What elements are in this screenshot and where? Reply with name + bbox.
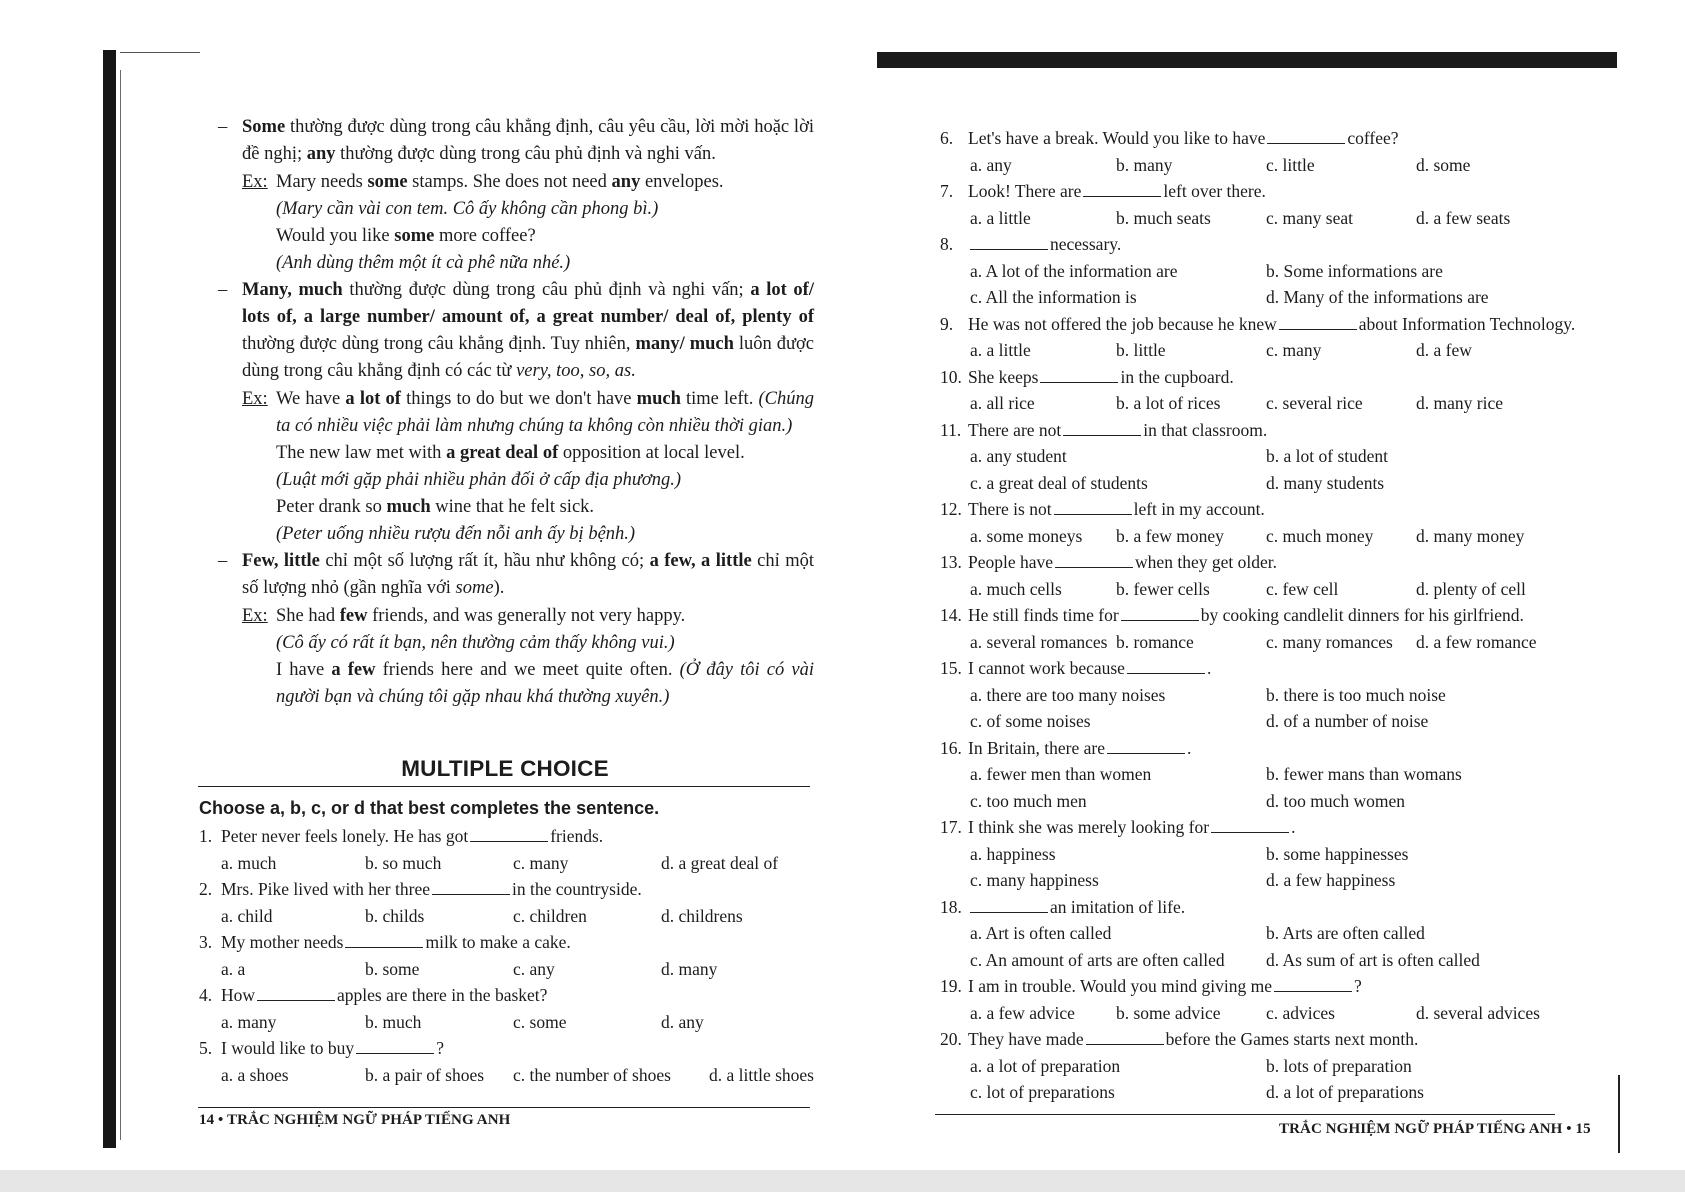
scan-bottom-margin bbox=[0, 1170, 1685, 1192]
option-a[interactable]: a. A lot of the information are bbox=[970, 260, 1178, 281]
page-corner-line bbox=[120, 52, 200, 53]
option-b[interactable]: b. so much bbox=[365, 852, 442, 873]
option-d[interactable]: d. a few seats bbox=[1416, 207, 1511, 228]
option-b[interactable]: b. Some informations are bbox=[1266, 260, 1443, 281]
question-19: 19. I am in trouble. Would you mind giving me ? a. a few advice b. some advice c. advices d. several advices bbox=[946, 973, 1586, 1026]
answer-blank[interactable] bbox=[1054, 500, 1132, 515]
question-1: 1. Peter never feels lonely. He has got friends. a. much b. so much c. many d. a great deal of bbox=[199, 823, 819, 876]
question-2: 2. Mrs. Pike lived with her three in the countryside. a. child b. childs c. children d. childrens bbox=[199, 876, 819, 929]
example-sentence: Mary needs some stamps. She does not need any envelopes. bbox=[276, 172, 724, 192]
answer-blank[interactable] bbox=[1086, 1030, 1164, 1045]
option-b[interactable]: b. a pair of shoes bbox=[365, 1064, 485, 1085]
option-b[interactable]: b. romance bbox=[1116, 631, 1194, 652]
option-a[interactable]: a. there are too many noises bbox=[970, 684, 1166, 705]
example-translation: (Mary cần vài con tem. Cô ấy không cần phong bì.) bbox=[276, 199, 659, 219]
option-a[interactable]: a. fewer men than women bbox=[970, 764, 1152, 784]
option-a[interactable]: a. a little bbox=[970, 207, 1031, 228]
option-a[interactable]: a. a bbox=[221, 958, 246, 979]
option-d[interactable]: d. several advices bbox=[1416, 1002, 1540, 1023]
option-d[interactable]: d. Many of the informations are bbox=[1266, 287, 1489, 307]
option-d[interactable]: d. a few happiness bbox=[1266, 870, 1396, 890]
example-sentence: We have a lot of things to do but we don't have much time left. (Chúng ta có nhiều việc phải làm nhưng chúng ta không còn nhiều thời gian.) bbox=[276, 389, 814, 436]
question-13: 13. People have when they get older. a. much cells b. fewer cells c. few cell d. plenty of cell bbox=[946, 549, 1586, 602]
option-a[interactable]: a. any student bbox=[970, 446, 1067, 466]
option-a[interactable]: a. a shoes bbox=[221, 1064, 289, 1085]
option-d[interactable]: d. childrens bbox=[661, 905, 743, 926]
option-d[interactable]: d. a little shoes bbox=[709, 1064, 814, 1085]
question-11: 11. There are not in that classroom. a. any student b. a lot of student c. a great deal of students d. many students bbox=[946, 417, 1586, 497]
question-8: 8. necessary. a. A lot of the information are b. Some informations are c. All the information is d. Many of the informations are bbox=[946, 231, 1586, 311]
question-5: 5. I would like to buy ? a. a shoes b. a pair of shoes c. the number of shoes d. a little shoes bbox=[199, 1035, 819, 1088]
option-a[interactable]: a. a lot of preparation bbox=[970, 1055, 1121, 1076]
question-14: 14. He still finds time for by cooking candlelit dinners for his girlfriend. a. several romances b. romance c. many romances d. a few romance bbox=[946, 602, 1586, 655]
option-c[interactable]: c. of some noises bbox=[970, 711, 1091, 731]
answer-blank[interactable] bbox=[970, 898, 1048, 913]
example-translation: (Ở đây tôi có vài người bạn và chúng tôi gặp nhau khá thường xuyên.) bbox=[276, 660, 815, 707]
option-d[interactable]: d. a great deal of bbox=[661, 852, 779, 873]
answer-blank[interactable] bbox=[1274, 977, 1352, 992]
option-d[interactable]: d. of a number of noise bbox=[1266, 711, 1429, 731]
option-b[interactable]: b. lots of preparation bbox=[1266, 1055, 1412, 1076]
answer-blank[interactable] bbox=[1055, 553, 1133, 568]
option-c[interactable]: c. many romances bbox=[1266, 631, 1393, 652]
answer-blank[interactable] bbox=[970, 235, 1048, 250]
example-sentence: The new law met with a great deal of opposition at local level. bbox=[276, 443, 745, 463]
option-a[interactable]: a. some moneys bbox=[970, 525, 1083, 546]
question-12: 12. There is not left in my account. a. some moneys b. a few money c. much money d. many money bbox=[946, 496, 1586, 549]
option-d[interactable]: d. As sum of art is often called bbox=[1266, 949, 1480, 970]
option-c[interactable]: c. much money bbox=[1266, 525, 1374, 546]
rule-many-much: – Many, much thường được dùng trong câu phủ định và nghi vấn; a lot of/ lots of, a large number/ amount of, a great number/ deal of, plenty of thường được dùng trong câu khẳng định. Tuy nhiên, many/ much luôn được dùng trong câu khẳng định có các từ very, too, so, as. bbox=[218, 280, 814, 381]
option-c[interactable]: c. little bbox=[1266, 154, 1315, 175]
example-translation: (Chúng ta có nhiều việc phải làm nhưng chúng ta không còn nhiều thời gian.) bbox=[276, 389, 814, 436]
questions-left-page bbox=[199, 823, 819, 1088]
page-footer-right: TRẮC NGHIỆM NGỮ PHÁP TIẾNG ANH • 15 bbox=[1279, 1121, 1591, 1137]
example-sentence: Would you like some more coffee? bbox=[276, 226, 536, 246]
option-c[interactable]: c. lot of preparations bbox=[970, 1082, 1115, 1102]
option-c[interactable]: c. All the information is bbox=[970, 287, 1137, 307]
footer-rule bbox=[935, 1114, 1555, 1115]
option-d[interactable]: d. many students bbox=[1266, 472, 1385, 493]
option-d[interactable]: d. a few romance bbox=[1416, 631, 1537, 652]
question-9: 9. He was not offered the job because he knew about Information Technology. a. a little b. little c. many d. a few bbox=[946, 311, 1586, 364]
right-page-top-bar bbox=[877, 52, 1617, 68]
answer-blank[interactable] bbox=[1063, 421, 1141, 436]
option-c[interactable]: c. advices bbox=[1266, 1002, 1335, 1023]
option-a[interactable]: a. all rice bbox=[970, 393, 1035, 413]
right-page-edge-line bbox=[1618, 1075, 1620, 1153]
question-17: 17. I think she was merely looking for . a. happiness b. some happinesses c. many happiness d. a few happiness bbox=[946, 814, 1586, 894]
question-7: 7. Look! There are left over there. a. a little b. much seats c. many seat d. a few seats bbox=[946, 178, 1586, 231]
question-18: 18. an imitation of life. a. Art is often called b. Arts are often called c. An amount of arts are often called d. As sum of art is often called bbox=[946, 894, 1586, 974]
questions-right-page bbox=[940, 125, 1586, 1106]
option-d[interactable]: d. many rice bbox=[1416, 393, 1503, 413]
option-d[interactable]: d. a few bbox=[1416, 340, 1472, 360]
answer-blank[interactable] bbox=[1107, 739, 1185, 754]
answer-blank[interactable] bbox=[1040, 368, 1118, 383]
option-d[interactable]: d. some bbox=[1416, 154, 1471, 175]
book-spine-shadow bbox=[103, 50, 116, 1148]
question-15: 15. I cannot work because . a. there are too many noises b. there is too much noise c. of some noises d. of a number of noise bbox=[946, 655, 1586, 735]
example-translation: (Anh dùng thêm một ít cà phê nữa nhé.) bbox=[276, 253, 571, 273]
answer-blank[interactable] bbox=[470, 827, 548, 842]
option-a[interactable]: a. several romances bbox=[970, 631, 1108, 652]
answer-blank[interactable] bbox=[1211, 818, 1289, 833]
option-b[interactable]: b. some bbox=[365, 958, 420, 979]
option-b[interactable]: b. fewer cells bbox=[1116, 578, 1210, 599]
answer-blank[interactable] bbox=[257, 986, 335, 1001]
option-b[interactable]: b. Arts are often called bbox=[1266, 923, 1425, 943]
answer-blank[interactable] bbox=[432, 880, 510, 895]
option-d[interactable]: d. a lot of preparations bbox=[1266, 1082, 1424, 1102]
option-c[interactable]: c. many seat bbox=[1266, 207, 1353, 228]
spine-edge-line bbox=[120, 70, 121, 1140]
question-10: 10. She keeps in the cupboard. a. all rice b. a lot of rices c. several rice d. many rice bbox=[946, 364, 1586, 417]
option-b[interactable]: b. some happinesses bbox=[1266, 843, 1409, 864]
option-a[interactable]: a. many bbox=[221, 1011, 277, 1032]
answer-blank[interactable] bbox=[1127, 659, 1205, 674]
option-c[interactable]: c. several rice bbox=[1266, 393, 1363, 413]
question-4: 4. How apples are there in the basket? a. many b. much c. some d. any bbox=[199, 982, 819, 1035]
answer-blank[interactable] bbox=[356, 1039, 434, 1054]
exercise-instruction: Choose a, b, c, or d that best completes the sentence. bbox=[199, 798, 660, 818]
example-many-much: Ex: We have a lot of things to do but we don't have much time left. (Chúng ta có nhiều việc phải làm nhưng chúng ta không còn nhiều thời gian.) The new law met with a great deal of opposition at local level. (Luật mới gặp phải nhiều phản đối ở cấp địa phương.) Peter drank so much wine that he felt sick. (Peter uống nhiều rượu đến nỗi anh ấy bị bệnh.) bbox=[242, 386, 814, 548]
option-c[interactable]: c. few cell bbox=[1266, 578, 1339, 599]
example-sentence: She had few friends, and was generally not very happy. bbox=[276, 606, 686, 626]
option-b[interactable]: b. a lot of rices bbox=[1116, 393, 1221, 413]
option-a[interactable]: a. Art is often called bbox=[970, 923, 1112, 943]
option-a[interactable]: a. a little bbox=[970, 340, 1031, 360]
option-a[interactable]: a. child bbox=[221, 905, 273, 926]
option-c[interactable]: c. children bbox=[513, 905, 587, 926]
question-3: 3. My mother needs milk to make a cake. a. a b. some c. any d. many bbox=[199, 929, 819, 982]
footer-rule bbox=[198, 1107, 810, 1108]
option-d[interactable]: d. many bbox=[661, 958, 718, 979]
example-translation: (Cô ấy có rất ít bạn, nên thường cảm thấy không vui.) bbox=[276, 633, 675, 653]
option-c[interactable]: c. many happiness bbox=[970, 870, 1099, 890]
option-b[interactable]: b. much bbox=[365, 1011, 422, 1032]
option-b[interactable]: b. a few money bbox=[1116, 525, 1224, 546]
option-c[interactable]: c. some bbox=[513, 1011, 567, 1032]
option-c[interactable]: c. An amount of arts are often called bbox=[970, 949, 1225, 970]
example-some-any: Ex: Mary needs some stamps. She does not need any envelopes. (Mary cần vài con tem. Cô ấy không cần phong bì.) Would you like some more coffee? (Anh dùng thêm một ít cà phê nữa nhé.) bbox=[242, 169, 814, 277]
rule-few-little: – Few, little chỉ một số lượng rất ít, hầu như không có; a few, a little chỉ một số lượng nhỏ (gần nghĩa với some). bbox=[218, 551, 814, 598]
option-c[interactable]: c. a great deal of students bbox=[970, 472, 1148, 493]
option-a[interactable]: a. any bbox=[970, 154, 1012, 175]
option-b[interactable]: b. some advice bbox=[1116, 1002, 1221, 1023]
option-d[interactable]: d. any bbox=[661, 1011, 704, 1032]
option-b[interactable]: b. much seats bbox=[1116, 207, 1211, 228]
example-sentence: Peter drank so much wine that he felt sick. bbox=[276, 497, 595, 517]
option-c[interactable]: c. many bbox=[513, 852, 569, 873]
option-b[interactable]: b. there is too much noise bbox=[1266, 684, 1446, 705]
option-c[interactable]: c. any bbox=[513, 958, 555, 979]
option-a[interactable]: a. a few advice bbox=[970, 1002, 1075, 1023]
example-few-little: Ex: She had few friends, and was generally not very happy. (Cô ấy có rất ít bạn, nên thường cảm thấy không vui.) I have a few friends here and we meet quite often. (Ở đây tôi có vài người bạn và chúng tôi gặp nhau khá thường xuyên.) bbox=[242, 603, 814, 711]
question-20: 20. They have made before the Games starts next month. a. a lot of preparation b. lots of preparation c. lot of preparations d. a lot of preparations bbox=[946, 1026, 1586, 1106]
option-b[interactable]: b. many bbox=[1116, 154, 1173, 175]
question-16: 16. In Britain, there are . a. fewer men than women b. fewer mans than womans c. too much men d. too much women bbox=[946, 735, 1586, 815]
grammar-notes bbox=[214, 114, 814, 711]
option-d[interactable]: d. too much women bbox=[1266, 790, 1406, 811]
answer-blank[interactable] bbox=[345, 933, 423, 948]
rule-some-any: – Some thường được dùng trong câu khẳng định, câu yêu cầu, lời mời hoặc lời đề nghị; any thường được dùng trong câu phủ định và nghi vấn. bbox=[218, 117, 814, 164]
answer-blank[interactable] bbox=[1121, 606, 1199, 621]
example-translation: (Luật mới gặp phải nhiều phản đối ở cấp địa phương.) bbox=[276, 470, 682, 490]
answer-blank[interactable] bbox=[1267, 129, 1345, 144]
option-b[interactable]: b. fewer mans than womans bbox=[1266, 764, 1462, 784]
example-sentence: I have a few friends here and we meet quite often. (Ở đây tôi có vài người bạn và chúng tôi gặp nhau khá thường xuyên.) bbox=[276, 660, 815, 707]
answer-blank[interactable] bbox=[1279, 315, 1357, 330]
example-translation: (Peter uống nhiều rượu đến nỗi anh ấy bị bệnh.) bbox=[276, 524, 636, 544]
section-heading: MULTIPLE CHOICE bbox=[401, 756, 609, 781]
answer-blank[interactable] bbox=[1083, 182, 1161, 197]
option-a[interactable]: a. happiness bbox=[970, 843, 1056, 864]
question-6: 6. Let's have a break. Would you like to have coffee? a. any b. many c. little d. some bbox=[946, 125, 1586, 178]
option-a[interactable]: a. much bbox=[221, 852, 277, 873]
option-c[interactable]: c. the number of shoes bbox=[513, 1064, 671, 1085]
option-b[interactable]: b. a lot of student bbox=[1266, 446, 1388, 466]
heading-rule bbox=[198, 786, 810, 787]
option-b[interactable]: b. little bbox=[1116, 340, 1166, 360]
option-c[interactable]: c. many bbox=[1266, 340, 1322, 360]
option-a[interactable]: a. much cells bbox=[970, 578, 1062, 599]
option-d[interactable]: d. many money bbox=[1416, 525, 1525, 546]
option-d[interactable]: d. plenty of cell bbox=[1416, 578, 1526, 599]
option-b[interactable]: b. childs bbox=[365, 905, 425, 926]
page-footer-left: 14 • TRẮC NGHIỆM NGỮ PHÁP TIẾNG ANH bbox=[199, 1112, 511, 1128]
option-c[interactable]: c. too much men bbox=[970, 790, 1087, 811]
